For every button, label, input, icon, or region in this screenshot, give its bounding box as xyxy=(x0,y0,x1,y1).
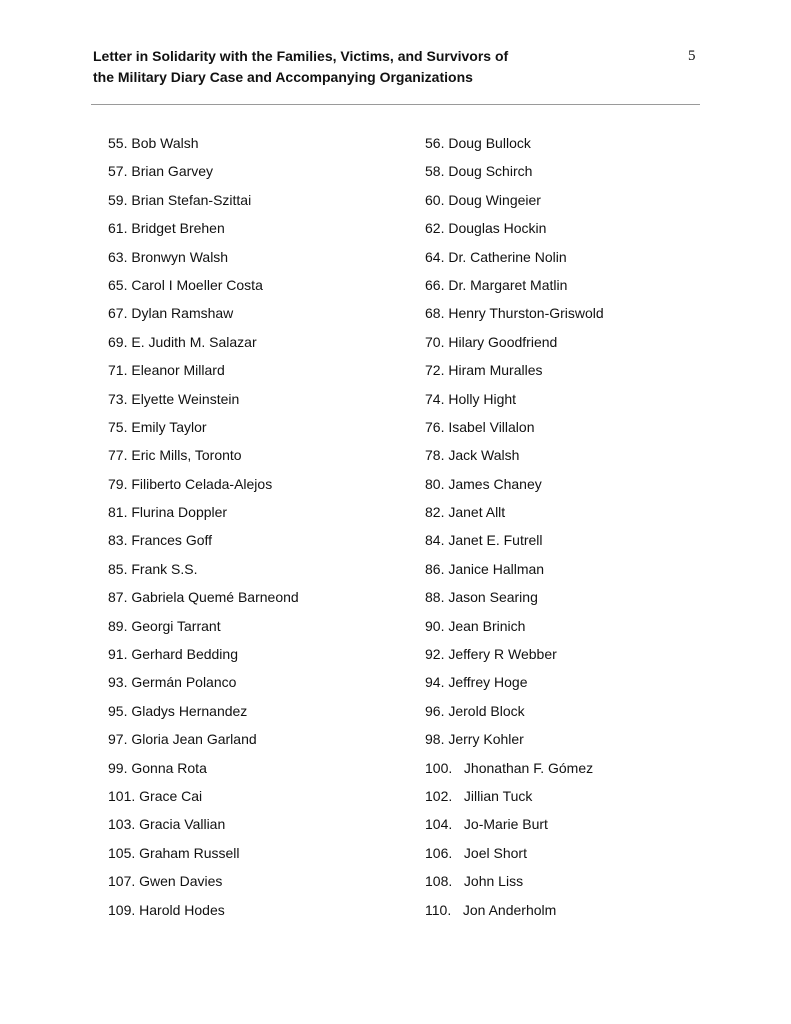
signatory-item xyxy=(108,786,299,814)
signatory-number: 55. xyxy=(108,135,132,151)
signatory-number: 96. xyxy=(425,702,449,719)
signatory-number: 95. xyxy=(108,702,132,719)
signatory-number: 78. xyxy=(425,447,449,464)
signatory-number: 57. xyxy=(108,163,132,180)
signatory-number: 87. xyxy=(108,589,132,606)
signatory-item xyxy=(425,502,604,530)
signatory-item xyxy=(425,530,604,558)
signatory-item xyxy=(108,190,299,218)
signatory-item xyxy=(425,417,604,445)
signatory-name: Doug Bullock xyxy=(448,135,531,151)
signatory-number: 81. xyxy=(108,504,132,521)
signatory-name: Grace Cai xyxy=(139,787,203,804)
signatory-list-right xyxy=(425,133,604,928)
signatory-name: E. Judith M. Salazar xyxy=(131,333,257,350)
signatory-name: Gwen Davies xyxy=(139,873,223,890)
signatory-name: Dylan Ramshaw xyxy=(131,305,234,322)
signatory-name: Frank S.S. xyxy=(131,560,198,577)
signatory-item xyxy=(425,247,604,275)
signatory-item xyxy=(108,360,299,388)
signatory-number: 85. xyxy=(108,560,132,577)
signatory-item xyxy=(108,729,299,757)
signatory-item xyxy=(108,616,299,644)
signatory-item xyxy=(425,445,604,473)
signatory-name: Flurina Doppler xyxy=(131,504,228,521)
signatory-number: 91. xyxy=(108,646,132,663)
signatory-name: Jerold Block xyxy=(448,702,525,719)
signatory-name: John Liss xyxy=(463,873,524,890)
signatory-name: Bob Walsh xyxy=(131,135,199,151)
signatory-name: Jon Anderholm xyxy=(462,901,557,918)
signatory-number: 59. xyxy=(108,191,132,208)
signatory-item xyxy=(108,389,299,417)
signatory-number: 99. xyxy=(108,759,132,776)
signatory-item xyxy=(108,218,299,246)
header-divider xyxy=(91,104,700,105)
signatory-item xyxy=(425,729,604,757)
signatory-number: 103. xyxy=(108,816,140,833)
signatory-name: Isabel Villalon xyxy=(448,418,535,435)
signatory-name: Douglas Hockin xyxy=(448,220,547,237)
signatory-number: 92. xyxy=(425,646,449,663)
signatory-name: Janet E. Futrell xyxy=(448,532,543,549)
signatory-name: Brian Stefan-Szittai xyxy=(131,191,252,208)
signatory-item xyxy=(425,587,604,615)
signatory-number: 89. xyxy=(108,617,132,634)
signatory-number: 56. xyxy=(425,135,449,151)
signatory-number: 71. xyxy=(108,362,132,379)
signatory-number: 61. xyxy=(108,220,132,237)
signatory-item xyxy=(425,474,604,502)
signatory-number: 68. xyxy=(425,305,449,322)
signatory-name: Janice Hallman xyxy=(448,560,545,577)
signatory-item xyxy=(108,303,299,331)
signatory-number: 100. xyxy=(425,759,464,776)
signatory-name: Jillian Tuck xyxy=(463,787,533,804)
signatory-item xyxy=(425,360,604,388)
signatory-item xyxy=(108,559,299,587)
signatory-item xyxy=(108,161,299,189)
signatory-name: Dr. Margaret Matlin xyxy=(448,276,568,293)
signatory-item xyxy=(425,701,604,729)
signatory-number: 97. xyxy=(108,731,132,748)
signatory-number: 84. xyxy=(425,532,449,549)
signatory-item xyxy=(425,900,604,928)
signatory-number: 101. xyxy=(108,787,140,804)
signatory-list-left xyxy=(108,133,299,928)
signatory-name: Jo-Marie Burt xyxy=(463,816,548,833)
signatory-item xyxy=(108,133,299,161)
signatory-name: Jeffery R Webber xyxy=(448,646,557,663)
signatory-item xyxy=(425,389,604,417)
signatory-number: 74. xyxy=(425,390,449,407)
signatory-name: Filiberto Celada-Alejos xyxy=(131,475,273,492)
signatory-item xyxy=(108,530,299,558)
signatory-number: 66. xyxy=(425,276,449,293)
signatory-number: 102. xyxy=(425,787,464,804)
signatory-item xyxy=(425,843,604,871)
signatory-number: 93. xyxy=(108,674,132,691)
signatory-name: Frances Goff xyxy=(131,532,213,549)
signatory-name: James Chaney xyxy=(448,475,542,492)
signatory-item xyxy=(425,190,604,218)
signatory-number: 62. xyxy=(425,220,449,237)
signatory-name: Gladys Hernandez xyxy=(131,702,248,719)
signatory-name: Carol I Moeller Costa xyxy=(131,276,263,293)
signatory-number: 105. xyxy=(108,844,140,861)
signatory-number: 82. xyxy=(425,504,449,521)
signatory-name: Henry Thurston-Griswold xyxy=(448,305,604,322)
signatory-item xyxy=(108,843,299,871)
signatory-item xyxy=(425,275,604,303)
signatory-name: Jerry Kohler xyxy=(448,731,524,748)
signatory-item xyxy=(108,332,299,360)
signatory-name: Gonna Rota xyxy=(131,759,207,776)
signatory-number: 86. xyxy=(425,560,449,577)
signatory-name: Brian Garvey xyxy=(131,163,214,180)
signatory-name: Janet Allt xyxy=(448,504,506,521)
signatory-name: Bronwyn Walsh xyxy=(131,248,229,265)
signatory-item xyxy=(108,644,299,672)
signatory-number: 77. xyxy=(108,447,132,464)
signatory-name: Jean Brinich xyxy=(448,617,526,634)
signatory-name: Doug Schirch xyxy=(448,163,533,180)
signatory-number: 75. xyxy=(108,418,132,435)
signatory-item xyxy=(108,758,299,786)
signatory-name: Gracia Vallian xyxy=(139,816,226,833)
signatory-number: 65. xyxy=(108,276,132,293)
signatory-item xyxy=(108,672,299,700)
header-title-line-2: the Military Diary Case and Accompanying Organizations xyxy=(93,69,473,85)
signatory-item xyxy=(425,786,604,814)
signatory-number: 108. xyxy=(425,873,464,890)
signatory-name: Gerhard Bedding xyxy=(131,646,238,663)
signatory-name: Jason Searing xyxy=(448,589,538,606)
signatory-number: 109. xyxy=(108,901,140,918)
signatory-item xyxy=(425,814,604,842)
signatory-number: 94. xyxy=(425,674,449,691)
signatory-name: Gabriela Quemé Barneond xyxy=(131,589,299,606)
signatory-item xyxy=(108,474,299,502)
signatory-name: Jhonathan F. Gómez xyxy=(463,759,594,776)
signatory-name: Elyette Weinstein xyxy=(131,390,240,407)
signatory-number: 70. xyxy=(425,333,449,350)
signatory-item xyxy=(425,303,604,331)
signatory-number: 90. xyxy=(425,617,449,634)
signatory-number: 80. xyxy=(425,475,449,492)
signatory-number: 73. xyxy=(108,390,132,407)
signatory-number: 79. xyxy=(108,475,132,492)
signatory-number: 60. xyxy=(425,191,449,208)
signatory-name: Dr. Catherine Nolin xyxy=(448,248,567,265)
signatory-number: 104. xyxy=(425,816,464,833)
signatory-item xyxy=(108,445,299,473)
signatory-item xyxy=(108,502,299,530)
signatory-item xyxy=(108,814,299,842)
signatory-name: Jeffrey Hoge xyxy=(448,674,528,691)
signatory-name: Emily Taylor xyxy=(131,418,207,435)
signatory-number: 98. xyxy=(425,731,449,748)
signatory-number: 106. xyxy=(425,844,464,861)
signatory-number: 63. xyxy=(108,248,132,265)
signatory-name: Gloria Jean Garland xyxy=(131,731,257,748)
signatory-number: 67. xyxy=(108,305,132,322)
signatory-item xyxy=(425,161,604,189)
signatory-item xyxy=(425,644,604,672)
signatory-name: Jack Walsh xyxy=(448,447,520,464)
signatory-item xyxy=(425,758,604,786)
signatory-item xyxy=(108,247,299,275)
signatory-number: 88. xyxy=(425,589,449,606)
document-header xyxy=(93,46,613,88)
signatory-number: 72. xyxy=(425,362,449,379)
signatory-item xyxy=(108,900,299,928)
signatory-name: Hilary Goodfriend xyxy=(448,333,558,350)
signatory-name: Joel Short xyxy=(463,844,527,861)
signatory-name: Doug Wingeier xyxy=(448,191,541,208)
signatory-item xyxy=(108,587,299,615)
signatory-number: 107. xyxy=(108,873,140,890)
signatory-item xyxy=(108,701,299,729)
signatory-number: 69. xyxy=(108,333,132,350)
signatory-number: 64. xyxy=(425,248,449,265)
signatory-item xyxy=(108,871,299,899)
header-title-line-1: Letter in Solidarity with the Families, Victims, and Survivors of xyxy=(93,48,509,64)
signatory-name: Harold Hodes xyxy=(139,901,225,918)
signatory-name: Georgi Tarrant xyxy=(131,617,221,634)
signatory-name: Eleanor Millard xyxy=(131,362,225,379)
signatory-item xyxy=(425,133,604,161)
signatory-name: Holly Hight xyxy=(448,390,517,407)
signatory-name: Germán Polanco xyxy=(131,674,237,691)
signatory-item xyxy=(425,871,604,899)
signatory-number: 110. xyxy=(425,901,463,918)
signatory-name: Bridget Brehen xyxy=(131,220,225,237)
signatory-item xyxy=(425,332,604,360)
signatory-name: Graham Russell xyxy=(139,844,240,861)
signatory-number: 58. xyxy=(425,163,449,180)
signatory-item xyxy=(425,672,604,700)
signatory-item xyxy=(425,218,604,246)
signatory-item xyxy=(425,616,604,644)
signatory-name: Hiram Muralles xyxy=(448,362,543,379)
signatory-number: 83. xyxy=(108,532,132,549)
signatory-item xyxy=(108,275,299,303)
signatory-name: Eric Mills, Toronto xyxy=(131,447,242,464)
signatory-item xyxy=(425,559,604,587)
page-number: 5 xyxy=(688,48,696,64)
signatory-number: 76. xyxy=(425,418,449,435)
signatory-item xyxy=(108,417,299,445)
